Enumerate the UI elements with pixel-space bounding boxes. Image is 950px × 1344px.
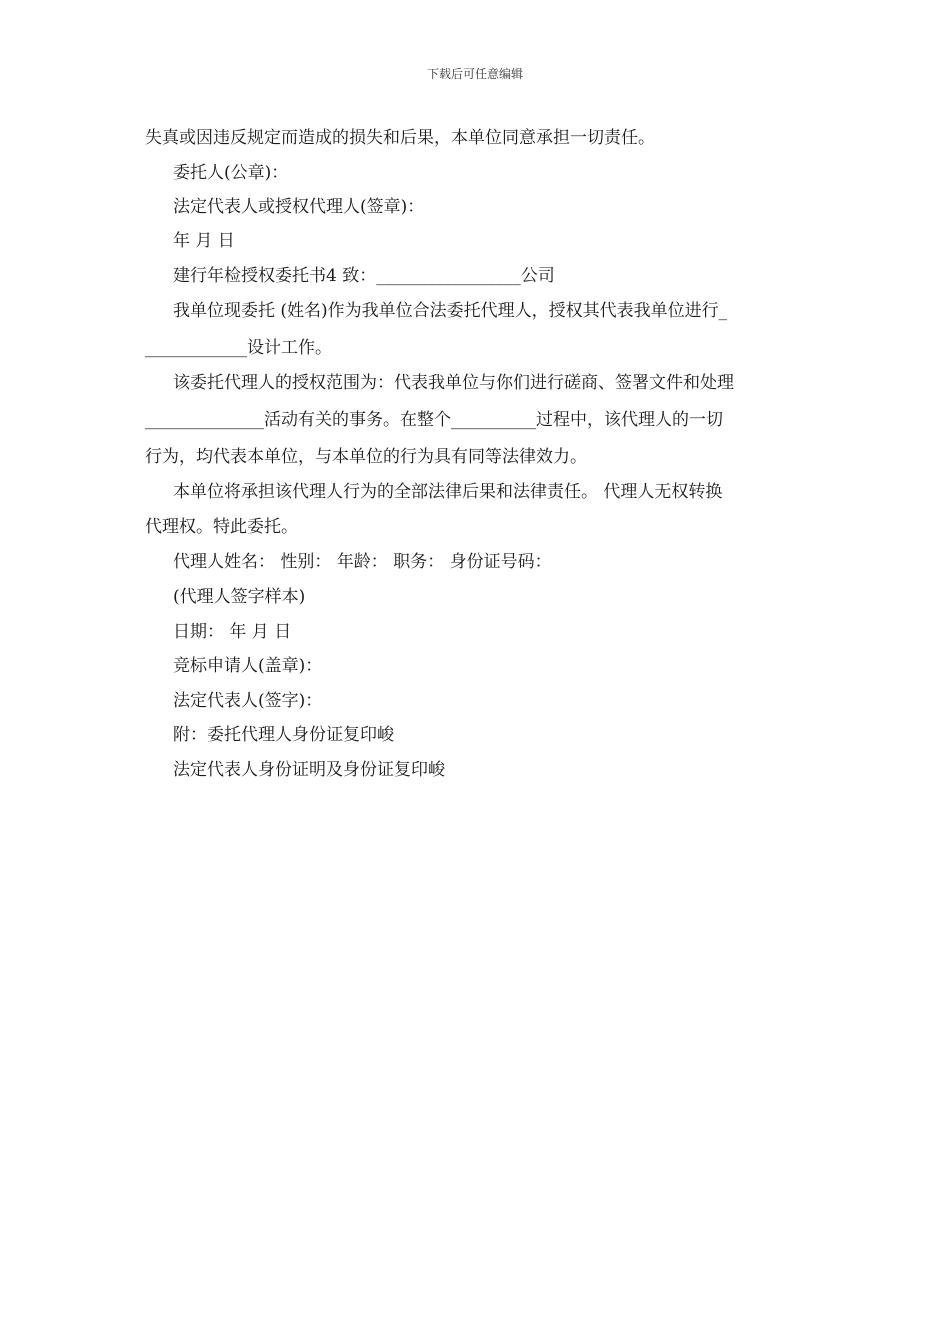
text-line: 我单位现委托 (姓名)作为我单位合法委托代理人，授权其代表我单位进行_ [173, 301, 728, 321]
text-line: 日期： 年 月 日 [173, 622, 292, 642]
text-line: 法定代表人或授权代理人(签章)： [173, 197, 425, 217]
text-line: 附：委托代理人身份证复印峻 [173, 725, 394, 745]
page-header: 下载后可任意编辑 [426, 67, 523, 81]
text-line: 竞标申请人(盖章)： [173, 656, 323, 676]
text-line: 委托人(公章)： [173, 163, 289, 183]
text-line: 本单位将承担该代理人行为的全部法律后果和法律责任。 代理人无权转换 [173, 482, 723, 502]
text-line: (代理人签字样本) [173, 587, 306, 607]
text-line: 代理权。特此委托。 [145, 517, 298, 537]
text-line: ______________活动有关的事务。在整个__________过程中，该代理人的一切 [145, 410, 723, 430]
text-line: 失真或因违反规定而造成的损失和后果，本单位同意承担一切责任。 [145, 128, 655, 148]
text-line: 建行年检授权委托书4 致：_________________公司 [173, 266, 555, 286]
text-line: 年 月 日 [173, 231, 235, 251]
text-line: 法定代表人(签字)： [173, 691, 323, 711]
text-line: 该委托代理人的授权范围为：代表我单位与你们进行磋商、签署文件和处理 [173, 373, 734, 393]
text-line: ____________设计工作。 [145, 338, 332, 358]
text-line: 行为，均代表本单位，与本单位的行为具有同等法律效力。 [145, 447, 587, 467]
text-line: 代理人姓名： 性别： 年龄： 职务： 身份证号码： [173, 552, 552, 572]
text-line: 法定代表人身份证明及身份证复印峻 [173, 760, 445, 780]
